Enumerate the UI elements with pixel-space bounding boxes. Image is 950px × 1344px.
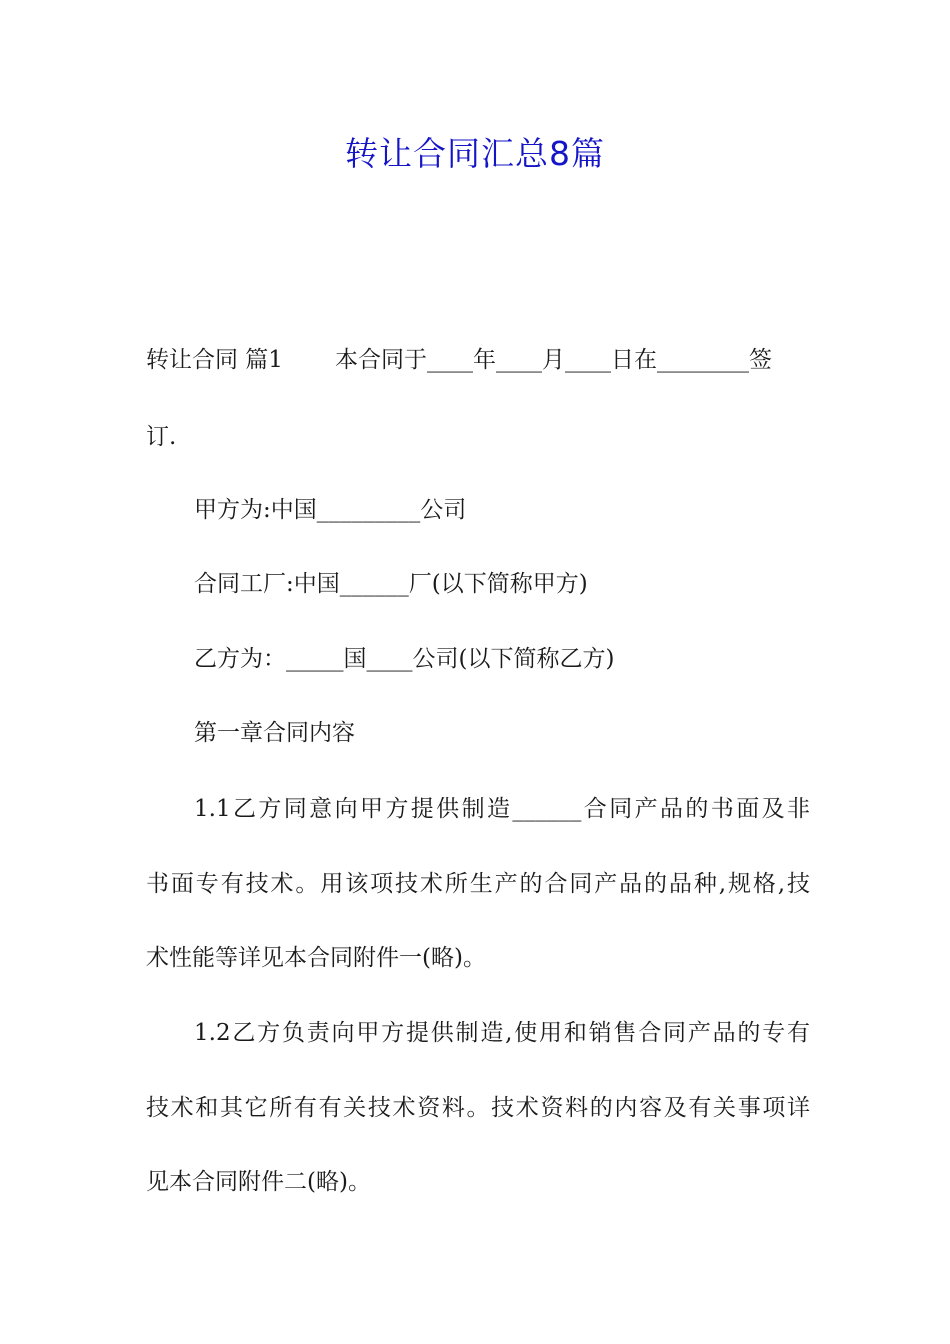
clause-line: 1.1乙方同意向甲方提供制造______合同产品的书面及非 [194,796,810,822]
party-a-line: 甲方为:中国_________公司 [194,497,467,523]
clause-line: 见本合同附件二(略)。 [146,1169,371,1195]
clause-line: 术性能等详见本合同附件一(略)。 [146,945,486,971]
clause-line: 书面专有技术。用该项技术所生产的合同产品的品种,规格,技 [146,871,810,897]
section-heading: 转让合同 篇1 [146,347,283,373]
paragraph-line: 订. [146,424,177,450]
body-text: 本合同于____年____月____日在________签 [334,347,772,373]
paragraph-line [146,345,810,375]
clause-line: 技术和其它所有有关技术资料。技术资料的内容及有关事项详 [146,1095,810,1121]
factory-line: 合同工厂:中国______厂(以下简称甲方) [194,571,588,597]
chapter-heading: 第一章合同内容 [194,720,355,746]
document-title: 转让合同汇总8篇 [345,134,605,173]
clause-line: 1.2乙方负责向甲方提供制造,使用和销售合同产品的专有 [194,1020,810,1046]
party-b-line: 乙方为：_____国____公司(以下简称乙方) [194,646,615,672]
